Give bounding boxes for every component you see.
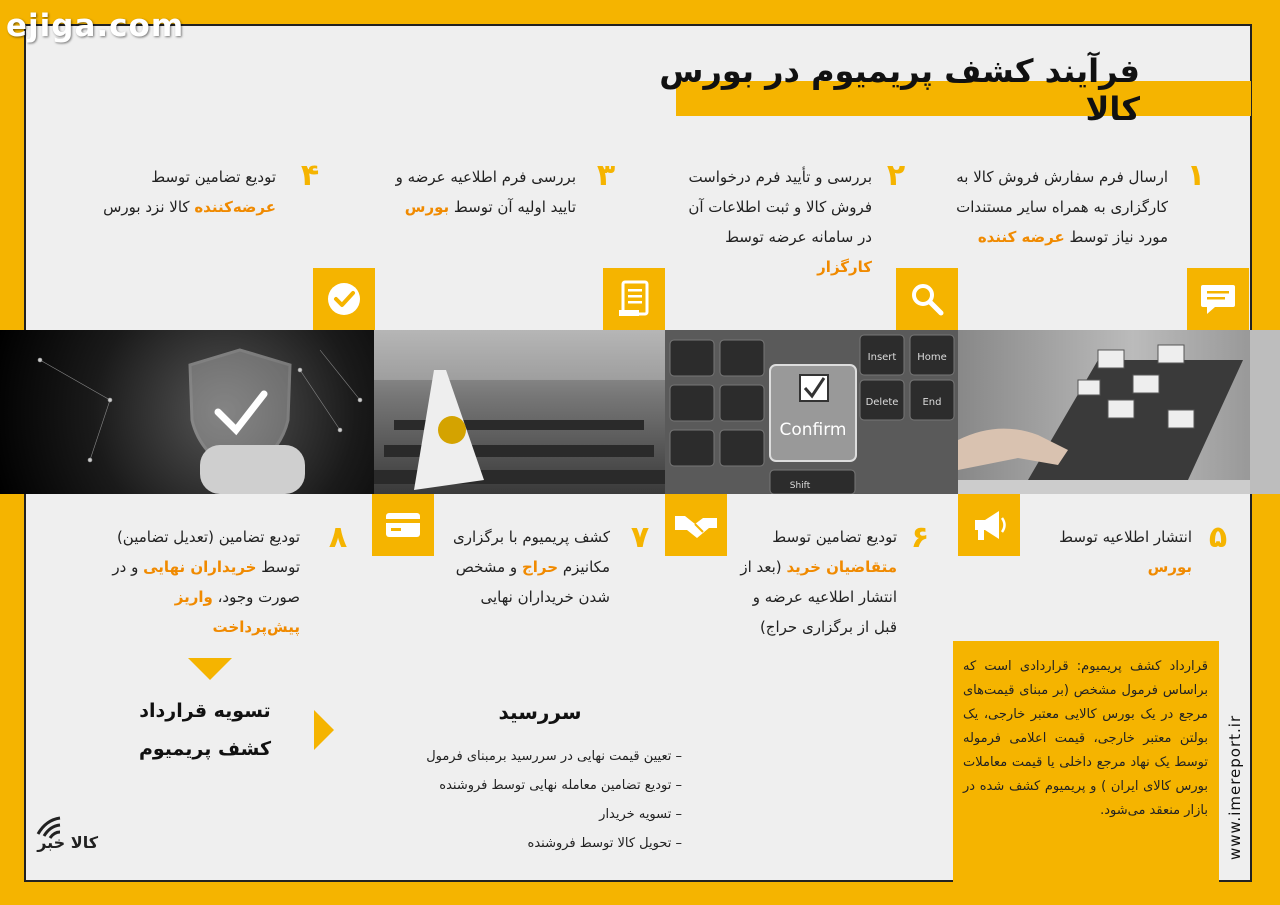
step-4-number: ۴	[300, 158, 320, 193]
card-icon	[372, 494, 434, 556]
list-item: – تودیع تضامین معامله نهایی توسط فروشنده	[439, 778, 682, 793]
handshake-icon	[665, 494, 727, 556]
step-4-text: تودیع تضامین توسط عرضه‌کننده کالا نزد بورس	[103, 168, 276, 216]
site-url: www.imereport.ir	[1226, 714, 1244, 860]
step-6-highlight: متقاضیان خرید	[786, 558, 897, 576]
step-2-text: بررسی و تأیید فرم درخواست فروش کالا و ثبت اطلاعات آن در سامانه عرضه توسط کارگزار	[688, 168, 872, 276]
maturity-title: سررسید	[498, 700, 582, 724]
right-arrow-icon	[314, 710, 334, 750]
document-icon	[603, 268, 665, 330]
home-key-label: Home	[917, 352, 947, 363]
chat-icon	[1187, 268, 1249, 330]
step-7-number: ۷	[630, 520, 650, 555]
step-7-highlight: حراج	[521, 558, 559, 576]
shield-photo	[0, 330, 374, 494]
step-4-highlight: عرضه‌کننده	[194, 198, 276, 216]
step-8-highlight-2: واریز پیش‌پرداخت	[174, 588, 300, 636]
step-8-text: تودیع تضامین (تعدیل تضامین) توسط خریداران نهایی و در صورت وجود، واریز پیش‌پرداخت	[112, 528, 300, 636]
step-6-number: ۶	[910, 520, 930, 555]
step-1-number: ۱	[1186, 158, 1206, 193]
check-circle-icon	[313, 268, 375, 330]
step-3-text: بررسی فرم اطلاعیه عرضه و تایید اولیه آن توسط بورس	[395, 168, 576, 216]
definition-text: قرارداد کشف پریمیوم: قراردادی است که براساس فرمول مشخص (بر مبنای قیمت‌های مرجع در یک بورس کالایی معتبر خارجی، یک بولتن معتبر خارجی، قیمت اعلامی فرموله توسط یک نهاد مرجع داخلی یا قیمت معاملات بورس کالای ایران ) و پریمیوم کشف شده در بازار منعقد می‌شود.	[963, 659, 1208, 818]
end-key-label: End	[922, 397, 942, 408]
megaphone-icon	[958, 494, 1020, 556]
step-3-highlight: بورس	[404, 198, 450, 216]
step-1-highlight: عرضه کننده	[977, 228, 1065, 246]
down-arrow-icon	[188, 658, 232, 680]
step-6-text: تودیع تضامین توسط متقاضیان خرید (بعد از انتشار اطلاعیه عرضه و قبل از برگزاری حراج)	[740, 528, 897, 636]
insert-key-label: Insert	[867, 352, 897, 363]
step-5-highlight: بورس	[1147, 558, 1192, 576]
shift-key-label: Shift	[789, 481, 811, 491]
laptop-email-photo	[958, 330, 1250, 494]
settlement-title: تسویه قرارداد کشف پریمیوم	[138, 700, 272, 760]
confirm-key-label: Confirm	[779, 420, 847, 440]
step-1-text: ارسال فرم سفارش فروش کالا به کارگزاری به همراه سایر مستندات مورد نیاز توسط عرضه کننده	[956, 168, 1168, 246]
step-8-highlight: خریداران نهایی	[143, 558, 257, 576]
list-item: – تسویه خریدار	[599, 807, 682, 822]
side-strip	[1250, 330, 1280, 494]
delete-key-label: Delete	[865, 397, 899, 408]
list-item: – تعیین قیمت نهایی در سررسید برمبنای فرمول	[426, 749, 682, 764]
kala-khabar-logo	[32, 810, 104, 872]
step-8-number: ۸	[328, 520, 348, 555]
step-2-number: ۲	[886, 158, 906, 193]
search-icon	[896, 268, 958, 330]
step-3-number: ۳	[596, 158, 616, 193]
step-5-text: انتشار اطلاعیه توسط بورس	[1059, 528, 1192, 576]
page-title: فرآیند کشف پریمیوم در بورس کالا	[659, 52, 1140, 128]
keyboard-photo	[665, 330, 958, 494]
logo-text: کالا خبر	[37, 833, 98, 852]
maturity-list	[340, 742, 682, 858]
step-5-number: ۵	[1208, 520, 1228, 555]
list-item: – تحویل کالا توسط فروشنده	[527, 836, 682, 851]
step-2-highlight: کارگزار	[817, 258, 872, 276]
watermark: ejiga.com	[6, 8, 185, 44]
trading-floor-photo	[374, 330, 665, 494]
step-7-text: کشف پریمیوم با برگزاری مکانیزم حراج و مشخص شدن خریداران نهایی	[453, 528, 610, 606]
photo-strip	[0, 330, 1280, 494]
